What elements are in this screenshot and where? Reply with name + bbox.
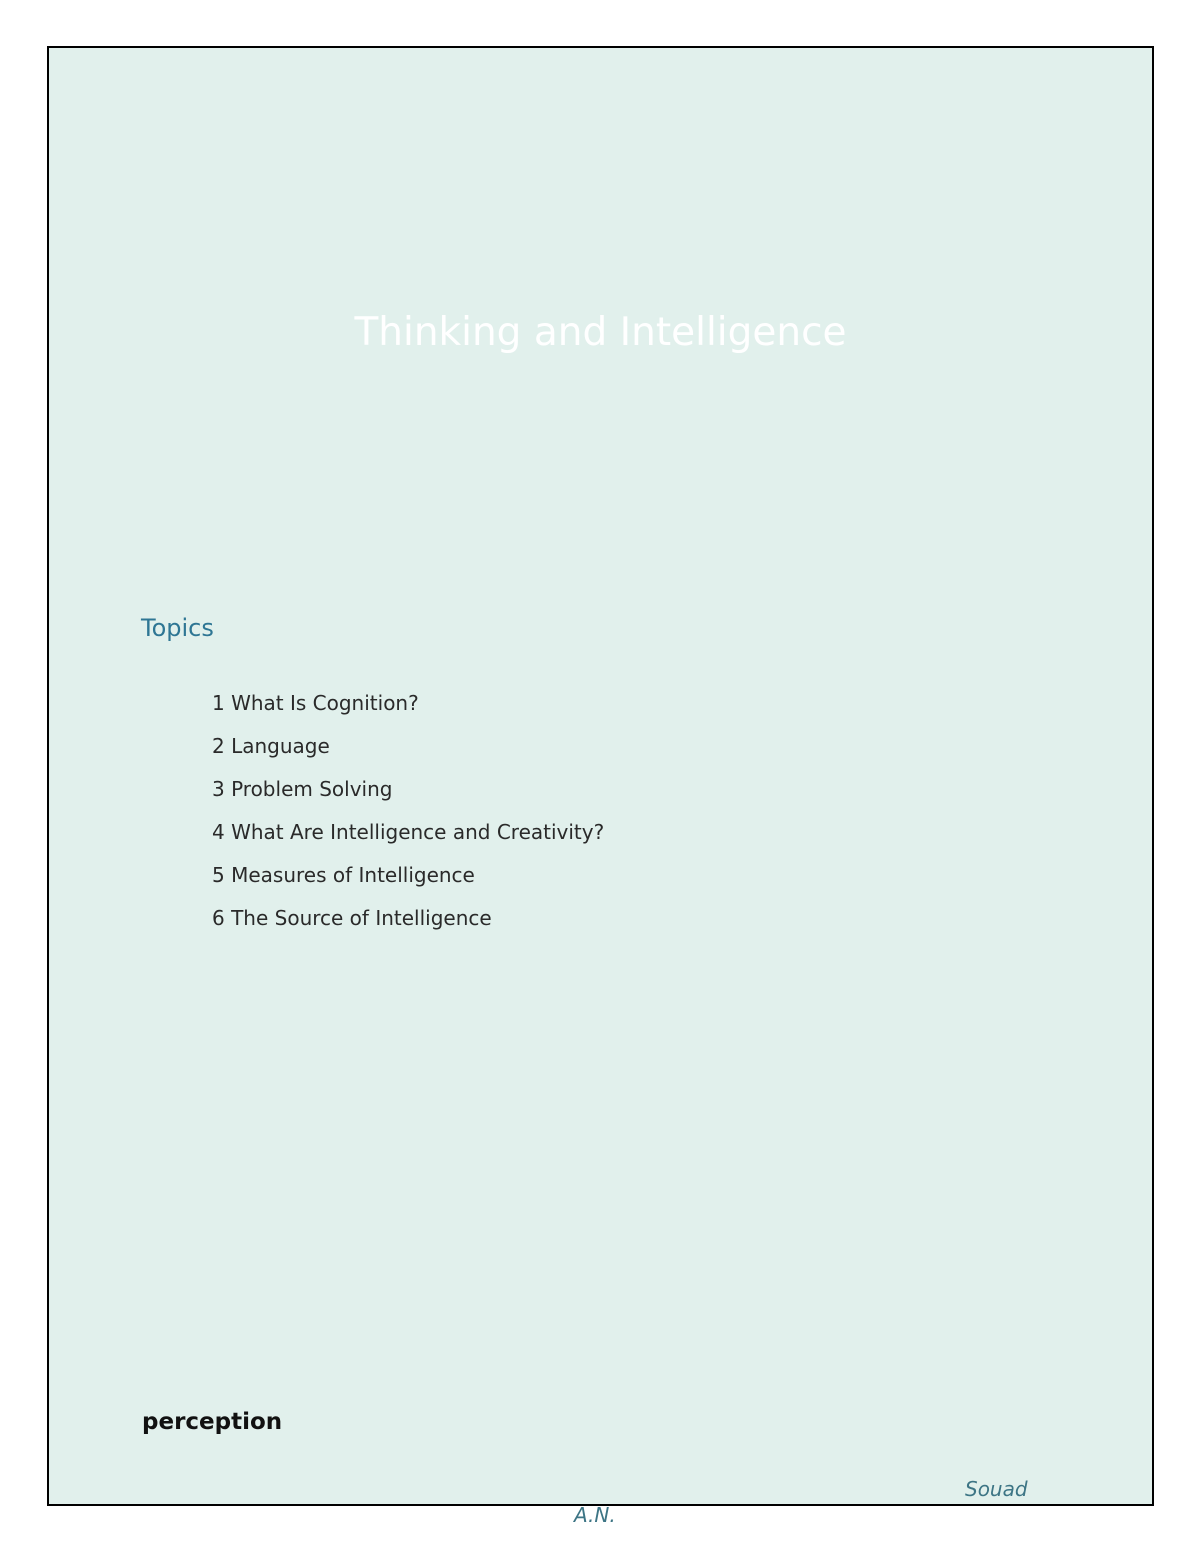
document-page <box>47 46 1154 1527</box>
topics-heading: Topics <box>141 614 214 642</box>
author-initials: A.N. <box>574 1503 616 1527</box>
topic-item-measures: 5 Measures of Intelligence <box>212 863 475 887</box>
author-first-name: Souad <box>965 1477 1028 1501</box>
topic-list <box>212 688 604 946</box>
document-title: Thinking and Intelligence <box>354 310 847 355</box>
topic-item-language: 2 Language <box>212 734 330 758</box>
topic-item-intelligence-creativity: 4 What Are Intelligence and Creativity? <box>212 820 605 844</box>
topic-item-problem-solving: 3 Problem Solving <box>212 777 393 801</box>
topic-item-source: 6 The Source of Intelligence <box>212 906 492 930</box>
topic-item-cognition: 1 What Is Cognition? <box>212 691 419 715</box>
keyword-label: perception <box>142 1409 283 1435</box>
